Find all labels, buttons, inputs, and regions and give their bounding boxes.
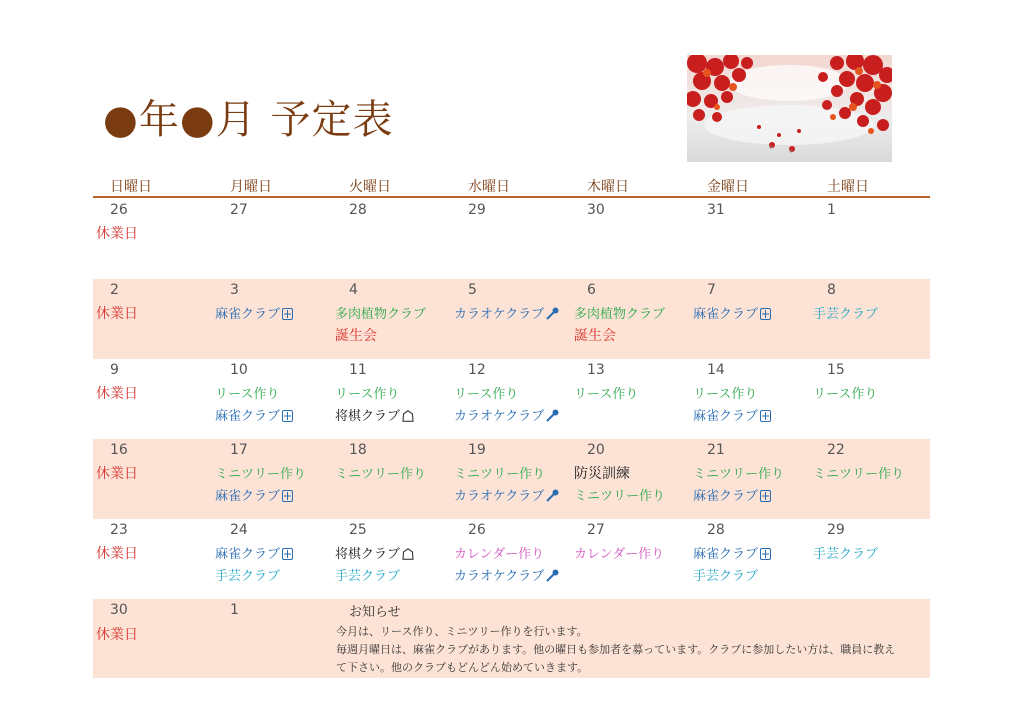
event-label bbox=[693, 405, 771, 426]
event-text: カレンダー作り bbox=[574, 547, 665, 562]
mahjong-tile-icon bbox=[760, 548, 771, 564]
event-holiday: 休業日 bbox=[96, 627, 138, 643]
event-text: 麻雀クラブ bbox=[215, 547, 281, 562]
event-label bbox=[454, 303, 559, 324]
day-number: 15 bbox=[827, 362, 845, 378]
event-label bbox=[215, 383, 279, 402]
mahjong-tile-icon bbox=[760, 490, 771, 506]
event-label bbox=[454, 405, 559, 426]
notice-title: お知らせ bbox=[349, 605, 401, 620]
event-label bbox=[215, 543, 293, 564]
event-label bbox=[96, 223, 138, 243]
event-text: 休業日 bbox=[96, 226, 138, 242]
weekday-fri: 金曜日 bbox=[707, 179, 749, 195]
event-label bbox=[335, 303, 426, 322]
mahjong-tile-icon bbox=[282, 308, 293, 324]
weekday-wed: 水曜日 bbox=[468, 179, 510, 195]
day-number: 25 bbox=[349, 522, 367, 538]
event-label bbox=[96, 463, 138, 483]
event-text: カラオケクラブ bbox=[454, 307, 545, 322]
shogi-piece-icon bbox=[402, 548, 414, 564]
shogi-piece-icon bbox=[402, 410, 414, 426]
event-label bbox=[454, 565, 559, 586]
event-text: カラオケクラブ bbox=[454, 409, 545, 424]
day-number: 28 bbox=[707, 522, 725, 538]
day-number: 26 bbox=[110, 202, 128, 218]
microphone-icon bbox=[546, 307, 559, 324]
notice-line: て下さい。他のクラブもどんどん始めていきます。 bbox=[336, 661, 589, 674]
event-label bbox=[813, 543, 878, 562]
calendar-week-row bbox=[93, 519, 930, 599]
event-label bbox=[454, 383, 518, 402]
event-label bbox=[693, 543, 771, 564]
weekday-tue: 火曜日 bbox=[349, 179, 391, 195]
event-text: 麻雀クラブ bbox=[215, 489, 281, 504]
event-label bbox=[574, 463, 630, 483]
autumn-maple-illustration bbox=[687, 55, 892, 162]
event-text: カラオケクラブ bbox=[454, 569, 545, 584]
event-label bbox=[96, 383, 138, 403]
day-number: 17 bbox=[230, 442, 248, 458]
event-label bbox=[335, 325, 377, 345]
day-number: 20 bbox=[587, 442, 605, 458]
maple-leaves-image bbox=[687, 55, 892, 162]
event-text: リース作り bbox=[335, 387, 400, 402]
event-text: ミニツリー作り bbox=[454, 467, 546, 482]
event-label bbox=[574, 543, 664, 562]
event-label bbox=[454, 485, 559, 506]
calendar-week-row bbox=[93, 439, 930, 519]
mahjong-tile-icon bbox=[282, 548, 293, 564]
event-label bbox=[574, 325, 616, 345]
day-number: 21 bbox=[707, 442, 725, 458]
day-number: 22 bbox=[827, 442, 845, 458]
event-text: カレンダー作り bbox=[454, 547, 545, 562]
day-number: 30 bbox=[587, 202, 605, 218]
calendar-week-row bbox=[93, 279, 930, 359]
event-text: 将棋クラブ bbox=[335, 409, 401, 424]
microphone-icon bbox=[546, 409, 559, 426]
day-number: 28 bbox=[349, 202, 367, 218]
event-text: ミニツリー作り bbox=[574, 489, 666, 504]
day-number: 16 bbox=[110, 442, 128, 458]
event-label bbox=[574, 303, 665, 322]
event-text: リース作り bbox=[454, 387, 519, 402]
mahjong-tile-icon bbox=[282, 410, 293, 426]
event-label bbox=[96, 543, 138, 563]
day-number: 26 bbox=[468, 522, 486, 538]
event-text: 手芸クラブ bbox=[335, 569, 401, 584]
day-number: 30 bbox=[110, 602, 128, 618]
page-title: ●年●月 予定表 bbox=[103, 97, 394, 143]
day-number: 11 bbox=[349, 362, 367, 378]
weekday-header bbox=[93, 176, 930, 198]
day-number: 8 bbox=[827, 282, 836, 298]
event-text: 手芸クラブ bbox=[813, 547, 879, 562]
event-text: リース作り bbox=[215, 387, 280, 402]
day-number: 10 bbox=[230, 362, 248, 378]
event-label bbox=[454, 463, 545, 482]
day-number: 1 bbox=[827, 202, 836, 218]
day-number: 27 bbox=[587, 522, 605, 538]
day-number: 31 bbox=[707, 202, 725, 218]
event-text: カラオケクラブ bbox=[454, 489, 545, 504]
day-number: 1 bbox=[230, 602, 239, 618]
day-number: 7 bbox=[707, 282, 716, 298]
event-label bbox=[215, 485, 293, 506]
day-number: 23 bbox=[110, 522, 128, 538]
event-text: ミニツリー作り bbox=[215, 467, 307, 482]
day-number: 4 bbox=[349, 282, 358, 298]
day-number: 14 bbox=[707, 362, 725, 378]
event-label bbox=[215, 303, 293, 324]
day-number: 18 bbox=[349, 442, 367, 458]
event-text: リース作り bbox=[693, 387, 758, 402]
day-number: 13 bbox=[587, 362, 605, 378]
event-label bbox=[335, 463, 426, 482]
event-text: リース作り bbox=[574, 387, 639, 402]
event-label bbox=[693, 383, 757, 402]
event-label bbox=[454, 543, 544, 562]
day-number: 5 bbox=[468, 282, 477, 298]
event-label bbox=[215, 565, 280, 584]
day-number: 29 bbox=[468, 202, 486, 218]
event-label bbox=[215, 463, 306, 482]
event-text: 多肉植物クラブ bbox=[574, 307, 666, 322]
event-text: リース作り bbox=[813, 387, 878, 402]
event-label bbox=[335, 383, 399, 402]
event-label bbox=[335, 543, 414, 564]
event-label bbox=[813, 303, 878, 322]
weekday-mon: 月曜日 bbox=[230, 179, 272, 195]
event-label bbox=[335, 565, 400, 584]
event-text: 防災訓練 bbox=[574, 466, 630, 482]
day-number: 29 bbox=[827, 522, 845, 538]
event-text: 休業日 bbox=[96, 546, 138, 562]
event-text: ミニツリー作り bbox=[693, 467, 785, 482]
event-label bbox=[574, 485, 665, 504]
event-label bbox=[693, 565, 758, 584]
event-label bbox=[96, 303, 138, 323]
event-text: 麻雀クラブ bbox=[215, 307, 281, 322]
event-label bbox=[215, 405, 293, 426]
event-text: 将棋クラブ bbox=[335, 547, 401, 562]
event-text: ミニツリー作り bbox=[813, 467, 905, 482]
day-number: 19 bbox=[468, 442, 486, 458]
weekday-sat: 土曜日 bbox=[827, 179, 869, 195]
event-text: 手芸クラブ bbox=[693, 569, 759, 584]
day-number: 3 bbox=[230, 282, 239, 298]
event-label bbox=[574, 383, 638, 402]
mahjong-tile-icon bbox=[760, 308, 771, 324]
event-text: 誕生会 bbox=[335, 328, 377, 344]
event-text: 麻雀クラブ bbox=[693, 547, 759, 562]
event-label bbox=[813, 383, 877, 402]
event-text: 麻雀クラブ bbox=[693, 409, 759, 424]
event-text: 麻雀クラブ bbox=[693, 489, 759, 504]
event-text: 休業日 bbox=[96, 466, 138, 482]
event-text: ミニツリー作り bbox=[335, 467, 427, 482]
event-label bbox=[335, 405, 414, 426]
calendar-week-row bbox=[93, 359, 930, 439]
day-number: 24 bbox=[230, 522, 248, 538]
day-number: 2 bbox=[110, 282, 119, 298]
event-text: 休業日 bbox=[96, 386, 138, 402]
microphone-icon bbox=[546, 569, 559, 586]
day-number: 12 bbox=[468, 362, 486, 378]
event-text: 多肉植物クラブ bbox=[335, 307, 427, 322]
day-number: 27 bbox=[230, 202, 248, 218]
event-label bbox=[693, 485, 771, 506]
event-label bbox=[693, 303, 771, 324]
mahjong-tile-icon bbox=[760, 410, 771, 426]
event-text: 手芸クラブ bbox=[813, 307, 879, 322]
mahjong-tile-icon bbox=[282, 490, 293, 506]
day-number: 9 bbox=[110, 362, 119, 378]
event-label bbox=[813, 463, 904, 482]
event-text: 休業日 bbox=[96, 306, 138, 322]
weekday-thu: 木曜日 bbox=[587, 179, 629, 195]
event-text: 手芸クラブ bbox=[215, 569, 281, 584]
notice-line: 毎週月曜日は、麻雀クラブがあります。他の曜日も参加者を募っています。クラブに参加したい方は、職員に教え bbox=[336, 643, 896, 656]
event-text: 誕生会 bbox=[574, 328, 616, 344]
event-text: 麻雀クラブ bbox=[215, 409, 281, 424]
event-text: 麻雀クラブ bbox=[693, 307, 759, 322]
day-number: 6 bbox=[587, 282, 596, 298]
event-label bbox=[693, 463, 784, 482]
calendar-week-row bbox=[93, 199, 930, 279]
weekday-sun: 日曜日 bbox=[110, 179, 152, 195]
microphone-icon bbox=[546, 489, 559, 506]
calendar-last-week-row bbox=[93, 599, 930, 678]
notice-line: 今月は、リース作り、ミニツリー作りを行います。 bbox=[336, 625, 588, 638]
